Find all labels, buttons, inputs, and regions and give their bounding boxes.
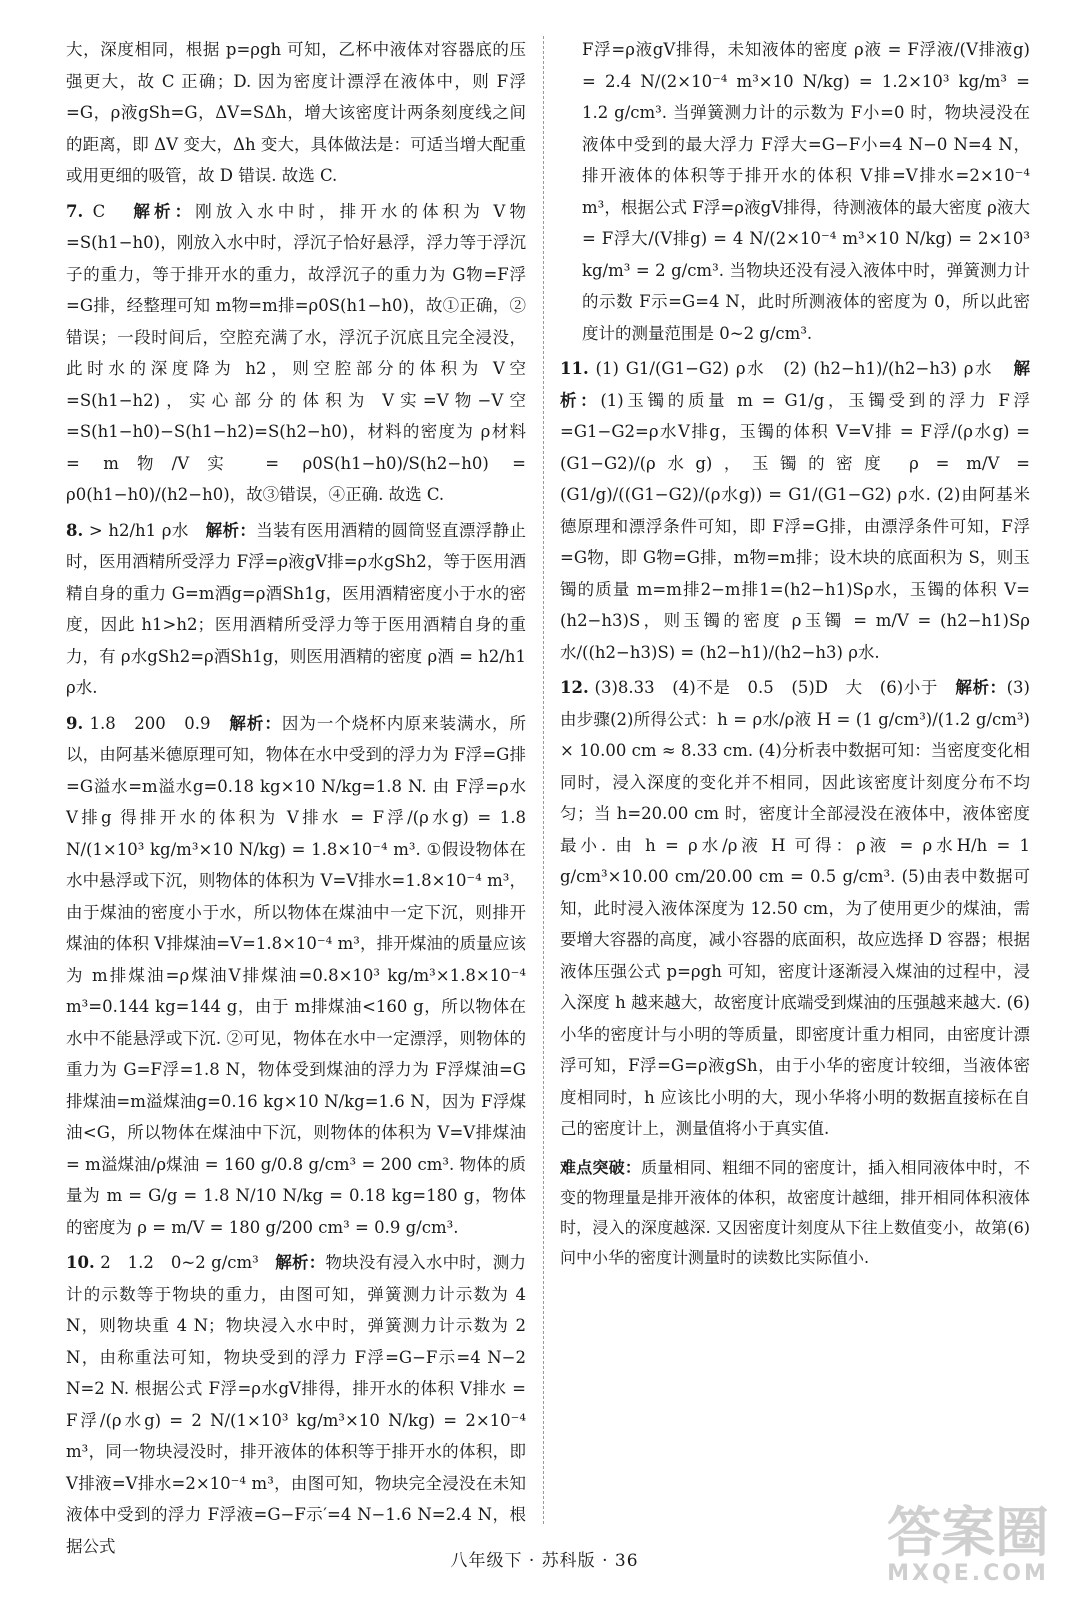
question-number: 11. (560, 359, 589, 378)
question-number: 7. (66, 201, 84, 221)
answer-item-10-continued: F浮=ρ液gV排得，未知液体的密度 ρ液 = F浮液/(V排液g) = 2.4 N/(2×10⁻⁴ m³×10 N/kg) = 1.2×10³ kg/m³ = 1.2 g/cm³. 当弹簧测力计的示数为 F小=0 时，物块浸没在液体中受到的最大浮力 F浮大=G−F小=4 N−0 N=4 N，排开液体的体积等于排开水的体积 V排=V排水=2×10⁻⁴ m³，根据公式 F浮=ρ液gV排得，待测液体的最大密度 ρ液大 = F浮大/(V排g) = 4 N/(2×10⁻⁴ m³×10 N/kg) = 2×10³ kg/m³ = 2 g/cm³. 当物块还没有浸入液体中时，弹簧测力计的示数 F示=G=4 N，此时所测液体的密度为 0，所以此密度计的测量范围是 0~2 g/cm³. (582, 40, 1030, 343)
analysis-label: 解析： (955, 678, 1007, 697)
right-column (560, 34, 1030, 1277)
analysis-text: 当装有医用酒精的圆筒竖直漂浮静止时，医用酒精所受浮力 F浮=ρ液gV排=ρ水gSh2，等于医用酒精自身的重力 G=m酒g=ρ酒Sh1g，医用酒精密度小于水的密度，因此 h1>h2；医用酒精所受浮力等于医用酒精自身的重力，有 ρ水gSh2=ρ酒Sh1g，则医用酒精的密度 ρ酒 = h2/h1 ρ水. (66, 520, 527, 697)
answer-item-7 (66, 196, 526, 511)
answer-value: > h2/h1 ρ水 (88, 520, 189, 540)
watermark-url: MXQE.COM (887, 1561, 1049, 1586)
analysis-label: 解析： (560, 359, 1030, 410)
answer-value: 1.8 200 0.9 (89, 713, 211, 733)
watermark-big-text: 答案圈 (887, 1501, 1049, 1564)
question-number: 8. (66, 520, 84, 540)
answer-item-9 (66, 708, 526, 1244)
analysis-label: 解析： (275, 1253, 326, 1272)
answer-value: (3)8.33 (4)不是 0.5 (5)D 大 (6)小于 (594, 678, 938, 697)
analysis-text: (1)玉镯的质量 m = G1/g，玉镯受到的浮力 F浮=G1−G2=ρ水V排g，玉镯的体积 V=V排 = F浮/(ρ水g) = (G1−G2)/(ρ水g)，玉镯的密度 ρ = m/V = (G1/g)/((G1−G2)/(ρ水g)) = G1/(G1−G2) ρ水. (2)由阿基米德原理和漂浮条件可知，即 F浮=G排，由漂浮条件可知，F浮=G物，即 G物=G排，m物=m排；设木块的底面积为 S，则玉镯的质量 m=m排2−m排1=(h2−h1)Sρ水，玉镯的体积 V=(h2−h3)S，则玉镯的密度 ρ玉镯 = m/V = (h2−h1)Sρ水/((h2−h3)S) = (h2−h1)/(h2−h3) ρ水. (560, 390, 1030, 662)
answer-value: 2 1.2 0~2 g/cm³ (100, 1253, 259, 1272)
difficulty-breakthrough (560, 1153, 1030, 1273)
answer-paragraph-6-continued: 大，深度相同，根据 p=ρgh 可知，乙杯中液体对容器底的压强更大，故 C 正确；D. 因为密度计漂浮在液体中，则 F浮=G，ρ液gSh=G，ΔV=SΔh，增大该密度计两条刻度线之间的距离，即 ΔV 变大，Δh 变大，具体做法是：可适当增大配重或用更细的吸管，故 D 错误. 故选 C. (66, 40, 526, 185)
analysis-label: 解析： (205, 520, 257, 540)
analysis-label: 解析： (229, 713, 282, 733)
analysis-text: (3) 由步骤(2)所得公式：h = ρ水/ρ液 H = (1 g/cm³)/(1.2 g/cm³) × 10.00 cm ≈ 8.33 cm. (4)分析表中数据可知：当密度变化相同时，浸入深度的变化并不相同，因此该密度计刻度分布不均匀；当 h=20.00 cm 时，密度计全部浸没在液体中，液体密度最小. 由 h = ρ水/ρ液 H 可得：ρ液 = ρ水H/h = 1 g/cm³×10.00 cm/20.00 cm = 0.5 g/cm³. (5)由表中数据可知，此时浸入液体深度为 12.50 cm，为了使用更少的煤油，需要增大容器的高度，减小容器的底面积，故应选择 D 容器；根据液体压强公式 p=ρgh 可知，密度计逐渐浸入煤油的过程中，浸入深度 h 越来越大，故密度计底端受到煤油的压强越来越大. (6)小华的密度计与小明的等质量，即密度计重力相同，由密度计漂浮可知，F浮=G=ρ液gSh，由于小华的密度计较细，当液体密度相同时，h 应该比小明的大，现小华将小明的数据直接标在自己的密度计上，测量值将小于真实值. (560, 678, 1030, 1138)
analysis-text: 物块没有浸入水中时，测力计的示数等于物块的重力，由图可知，弹簧测力计示数为 4 N，则物块重 4 N；物块浸入水中时，弹簧测力计示数为 2 N，由称重法可知，物块受到的浮力 F浮=G−F示=4 N−2 N=2 N. 根据公式 F浮=ρ水gV排得，排开水的体积 V排水 = F浮/(ρ水g) = 2 N/(1×10³ kg/m³×10 N/kg) = 2×10⁻⁴ m³，同一物块浸没时，排开液体的体积等于排开水的体积，即 V排液=V排水=2×10⁻⁴ m³，由图可知，物块完全浸没在未知液体中受到的浮力 F浮液=G−F示′=4 N−1.6 N=2.4 N，根据公式 (66, 1253, 526, 1556)
difficulty-text: 质量相同、粗细不同的密度计，插入相同液体中时，不变的物理量是排开液体的体积，故密度计越细，排开相同体积液体时，浸入的深度越深. 又因密度计刻度从下往上数值变小，故第(6)问中小华的密度计测量时的读数比实际值小. (560, 1157, 1030, 1267)
analysis-label: 解析： (133, 201, 196, 221)
analysis-text: 刚放入水中时，排开水的体积为 V物=S(h1−h0)，刚放入水中时，浮沉子恰好悬浮，浮力等于浮沉子的重力，等于排开水的重力，故浮沉子的重力为 G物=F浮=G排，经整理可知 m物=m排=ρ0S(h1−h0)，故①正确，②错误；一段时间后，空腔充满了水，浮沉子沉底且完全浸没，此时水的深度降为 h2，则空腔部分的体积为 V空=S(h1−h2)，实心部分的体积为 V实=V物−V空=S(h1−h0)−S(h1−h2)=S(h2−h0)，材料的密度为 ρ材料 = m物/V实 = ρ0S(h1−h0)/S(h2−h0) = ρ0(h1−h0)/(h2−h0)，故③错误，④正确. 故选 C. (66, 201, 526, 504)
answer-item-10 (66, 1247, 526, 1562)
column-divider (543, 36, 544, 1524)
page-footer: 八年级下 · 苏科版 · 36 (450, 1551, 639, 1571)
answer-value: C (92, 201, 106, 221)
question-number: 12. (560, 678, 589, 697)
difficulty-label: 难点突破： (560, 1157, 642, 1177)
answer-item-12 (560, 672, 1030, 1145)
answer-item-8 (66, 515, 526, 704)
watermark-logo (887, 1501, 1049, 1586)
analysis-text: 因为一个烧杯内原来装满水，所以，由阿基米德原理可知，物体在水中受到的浮力为 F浮=G排=G溢水=m溢水g=0.18 kg×10 N/kg=1.8 N. 由 F浮=ρ水V排g 得排开水的体积为 V排水 = F浮/(ρ水g) = 1.8 N/(1×10³ kg/m³×10 N/kg) = 1.8×10⁻⁴ m³. ①假设物体在水中悬浮或下沉，则物体的体积为 V=V排水=1.8×10⁻⁴ m³，由于煤油的密度小于水，所以物体在煤油中一定下沉，则排开煤油的体积 V排煤油=V=1.8×10⁻⁴ m³，排开煤油的质量应该为 m排煤油=ρ煤油V排煤油=0.8×10³ kg/m³×1.8×10⁻⁴ m³=0.144 kg=144 g，由于 m排煤油<160 g，所以物体在水中不能悬浮或下沉. ②可见，物体在水中一定漂浮，则物体的重力为 G=F浮=1.8 N，物体受到煤油的浮力为 F浮煤油=G排煤油=m溢煤油g=0.16 kg×10 N/kg=1.6 N，因为 F浮煤油<G，所以物体在煤油中下沉，则物体的体积为 V=V排煤油 = m溢煤油/ρ煤油 = 160 g/0.8 g/cm³ = 200 cm³. 物体的质量为 m = G/g = 1.8 N/10 N/kg = 0.18 kg=180 g，物体的密度为 ρ = m/V = 180 g/200 cm³ = 0.9 g/cm³. (66, 713, 527, 1237)
question-number: 10. (66, 1253, 95, 1272)
answer-item-11 (560, 353, 1030, 668)
left-column (66, 34, 526, 1566)
answer-value: (1) G1/(G1−G2) ρ水 (2) (h2−h1)/(h2−h3) ρ水 (595, 359, 994, 378)
question-number: 9. (66, 713, 84, 733)
